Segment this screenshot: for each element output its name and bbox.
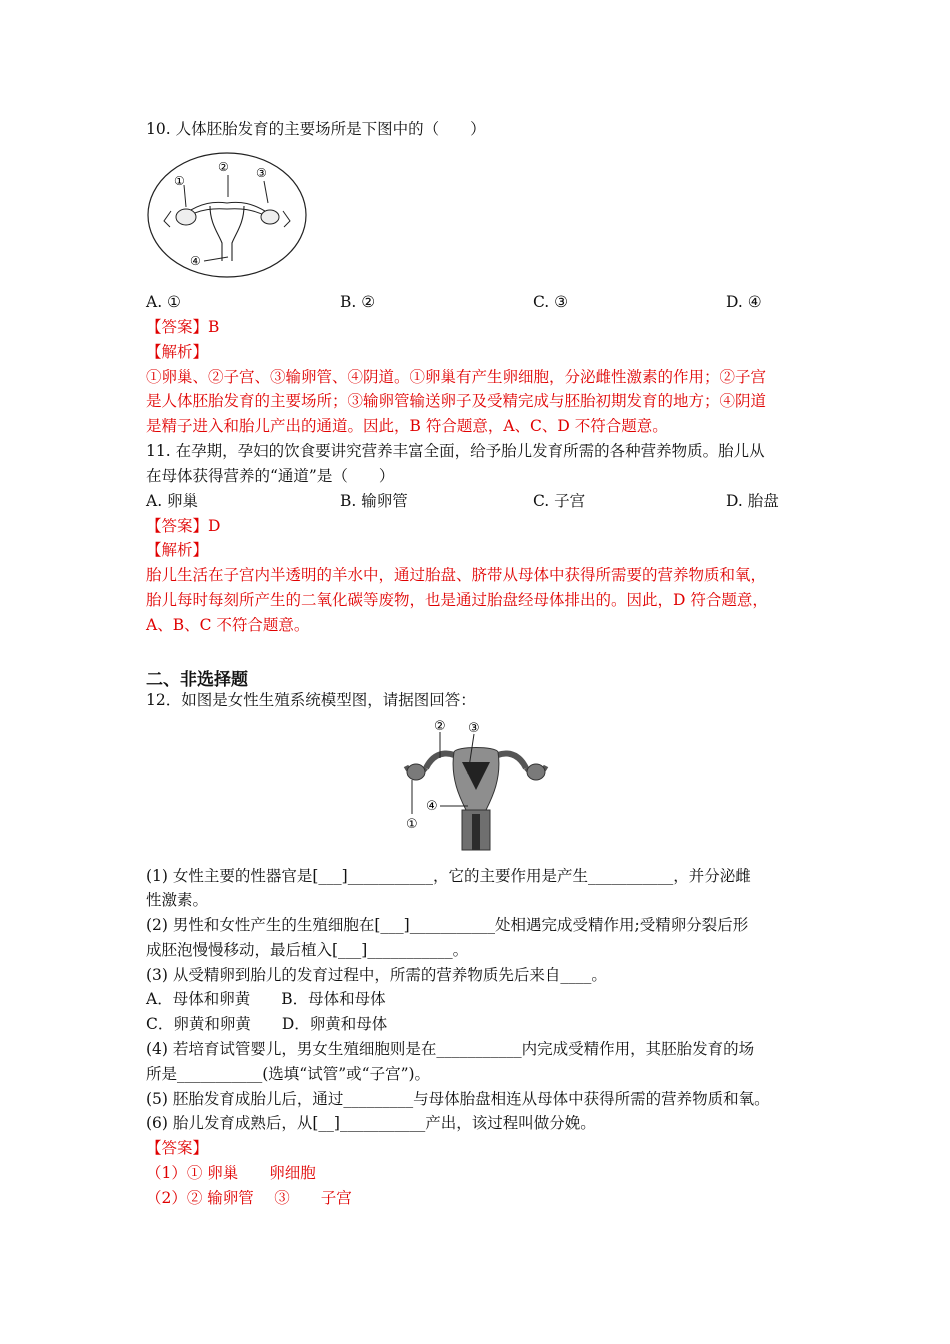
section-title: 二、非选择题 <box>146 670 248 690</box>
q10-answer: 【答案】B <box>146 318 220 336</box>
q12-part-line: (1) 女性主要的性器官是[___]___________，它的主要作用是产生___________，并分泌雌 <box>146 867 751 885</box>
q10-option-b: B. ② <box>340 293 376 311</box>
q12-part-line: 所是___________(选填“试管”或“子宫”)。 <box>146 1065 431 1083</box>
fig-label: ② <box>434 719 446 734</box>
q12-part-line: 性激素。 <box>146 891 209 909</box>
q10-option-a: A. ① <box>146 293 181 311</box>
q11-option-c: C. 子宫 <box>533 492 586 510</box>
q12-part-line: 成胚泡慢慢移动，最后植入[___]___________。 <box>146 941 469 959</box>
q12-part-line: C．卵黄和卵黄 D．卵黄和母体 <box>146 1015 388 1033</box>
q11-option-d: D. 胎盘 <box>726 492 779 510</box>
reproductive-system-circle-diagram <box>146 151 308 279</box>
q10-analysis-label: 【解析】 <box>146 343 209 361</box>
fig-label: ③ <box>256 166 267 180</box>
q10-analysis-line: 是精子进入和胎儿产出的通道。因此，B 符合题意，A、C、D 不符合题意。 <box>146 417 668 435</box>
q10-analysis-line: 是人体胚胎发育的主要场所；③输卵管输送卵子及受精完成与胚胎初期发育的地方；④阴道 <box>146 392 767 410</box>
q12-figure <box>396 718 556 852</box>
q11-analysis-line: A、B、C 不符合题意。 <box>146 616 310 634</box>
fig-label: ③ <box>468 721 480 736</box>
fig-label: ① <box>406 817 418 832</box>
fig-label: ① <box>174 174 185 188</box>
q11-option-b: B. 输卵管 <box>340 492 408 510</box>
q10-option-d: D. ④ <box>726 293 762 311</box>
q12-answer-line: （1）① 卵巢 卵细胞 <box>146 1164 316 1182</box>
fig-label: ④ <box>190 254 201 268</box>
q12-answer-line: （2）② 输卵管 ③ 子宫 <box>146 1189 352 1207</box>
q12-part-line: (6) 胎儿发育成熟后，从[__]___________产出，该过程叫做分娩。 <box>146 1114 596 1132</box>
fig-label: ④ <box>426 799 438 814</box>
q11-option-a: A. 卵巢 <box>146 492 199 510</box>
q12-part-line: A．母体和卵黄 B．母体和母体 <box>146 990 386 1008</box>
q10-option-c: C. ③ <box>533 293 569 311</box>
q12-part-line: (4) 若培育试管婴儿，男女生殖细胞则是在___________内完成受精作用，其胚胎发育的场 <box>146 1040 755 1058</box>
female-reproductive-model <box>396 718 556 852</box>
q11-analysis-label: 【解析】 <box>146 541 209 559</box>
q11-question-line: 在母体获得营养的“通道”是（ ） <box>146 467 395 485</box>
q12-part-line: (3) 从受精卵到胎儿的发育过程中，所需的营养物质先后来自____。 <box>146 966 607 984</box>
q12-question: 12．如图是女性生殖系统模型图，请据图回答： <box>146 691 476 709</box>
fig-label: ② <box>218 160 229 174</box>
q10-analysis-line: ①卵巢、②子宫、③输卵管、④阴道。①卵巢有产生卵细胞，分泌雌性激素的作用；②子宫 <box>146 368 767 386</box>
q10-figure <box>146 151 308 279</box>
q10-question: 10. 人体胚胎发育的主要场所是下图中的（ ） <box>146 120 486 138</box>
q12-part-line: (2) 男性和女性产生的生殖细胞在[___]___________处相遇完成受精作用;受精卵分裂后形 <box>146 916 749 934</box>
q11-answer: 【答案】D <box>146 517 221 535</box>
q11-question-line: 11. 在孕期，孕妇的饮食要讲究营养丰富全面，给予胎儿发育所需的各种营养物质。胎儿从 <box>146 442 765 460</box>
q12-part-line: (5) 胚胎发育成胎儿后，通过_________与母体胎盘相连从母体中获得所需的营养物质和氧。 <box>146 1090 770 1108</box>
q12-answer-label: 【答案】 <box>146 1139 209 1157</box>
q11-analysis-line: 胎儿每时每刻所产生的二氧化碳等废物，也是通过胎盘经母体排出的。因此，D 符合题意， <box>146 591 768 609</box>
q11-analysis-line: 胎儿生活在子宫内半透明的羊水中，通过胎盘、脐带从母体中获得所需要的营养物质和氧， <box>146 566 767 584</box>
